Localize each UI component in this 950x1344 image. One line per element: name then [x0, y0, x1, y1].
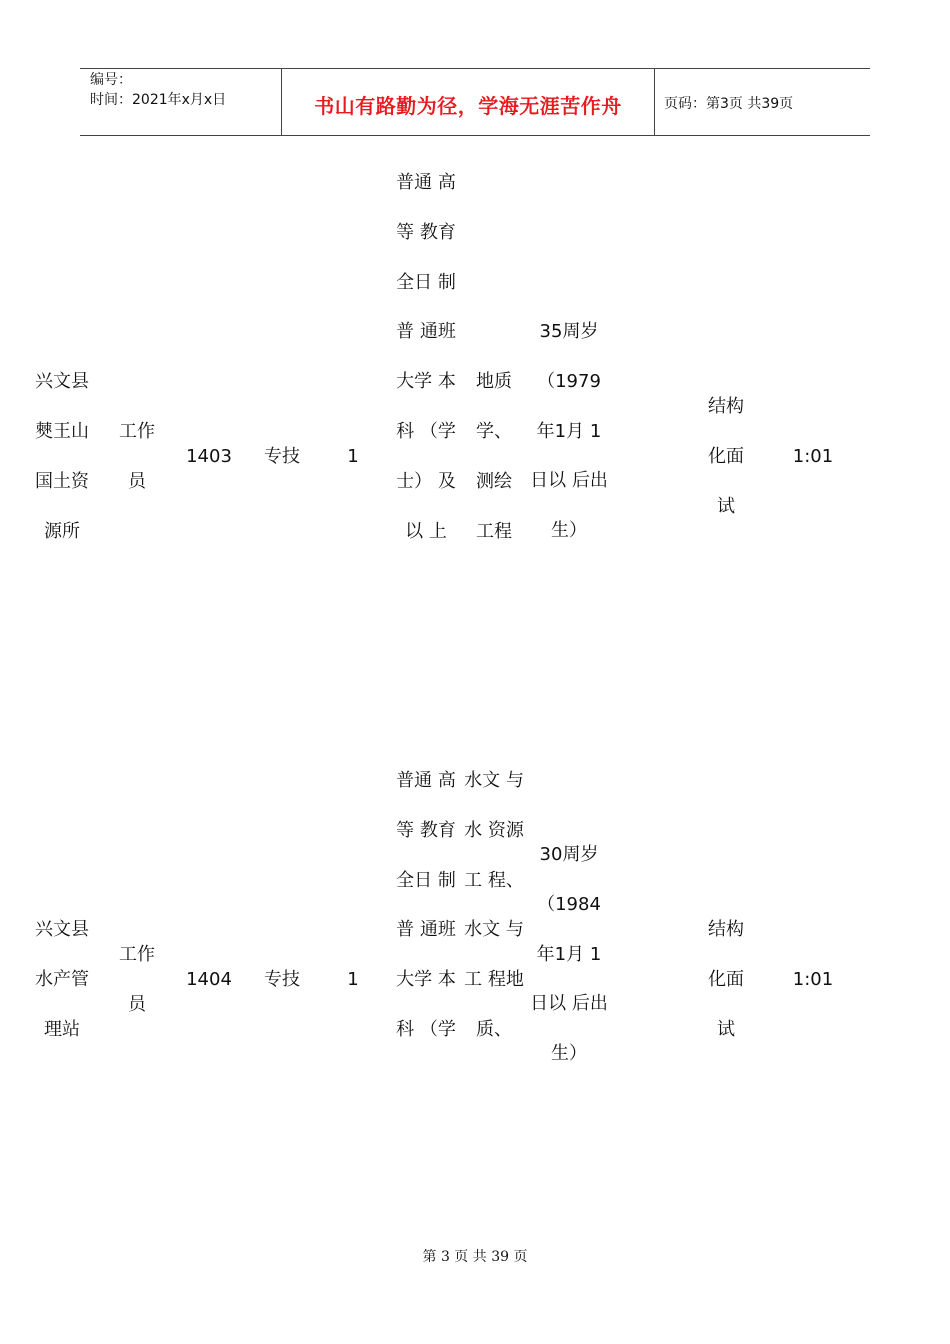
major-line: 程地 — [487, 969, 524, 991]
exam-line: 结构 — [708, 919, 744, 941]
education-line: 本科 — [396, 969, 456, 1040]
position-line: 员 — [128, 471, 146, 492]
code-cell — [176, 158, 242, 756]
education-line: 制普 — [396, 271, 456, 343]
ratio: 1:01 — [792, 969, 834, 991]
age-line: 后出 — [571, 470, 608, 492]
major-line: 水文 — [464, 770, 501, 791]
education-line: 大学 — [396, 969, 433, 991]
education-line: 制普 — [396, 869, 456, 941]
education-cell — [396, 158, 456, 556]
exam-line: 化面 — [708, 446, 744, 468]
time-label: 时间：2021年x月x日 — [90, 92, 227, 108]
unit-line: 兴文县 — [35, 371, 89, 393]
education-line: 大学 — [396, 371, 433, 393]
hire-count: 1 — [347, 969, 359, 991]
unit-line: 国土资 — [35, 471, 89, 492]
age-line: 35周岁 — [539, 321, 599, 342]
education-line: 普通 — [396, 770, 433, 791]
position-line: 工作 — [119, 944, 155, 966]
major-line: 程、 — [487, 869, 524, 891]
exam-line: 试 — [717, 495, 735, 517]
category-cell — [250, 158, 314, 756]
unit-line: 源所 — [44, 520, 80, 542]
exam-line: 结构 — [708, 396, 744, 418]
major-cell — [464, 756, 524, 1055]
exam-cell — [694, 158, 758, 756]
unit-cell — [28, 756, 96, 1204]
age-line: （1984 — [537, 893, 601, 915]
age-line: 1日以 — [530, 420, 602, 492]
major-line: 工程 — [476, 520, 512, 542]
position-code: 1404 — [186, 969, 232, 991]
header-top-rule — [80, 68, 870, 69]
count-cell — [322, 158, 384, 756]
age-line: （1979 — [537, 370, 601, 392]
unit-cell — [28, 158, 96, 756]
age-cell — [530, 830, 608, 1079]
education-line: 教育 — [419, 819, 456, 841]
header-page-info: 页码：第3页 共39页 — [664, 96, 794, 112]
education-line: 普通 — [396, 172, 433, 193]
major-line: 资源 — [487, 819, 524, 841]
major-line: 学、 — [476, 421, 512, 443]
age-line: 生） — [551, 1043, 587, 1065]
age-line: 生） — [551, 520, 587, 542]
exam-cell — [694, 756, 758, 1204]
education-line: 上 — [428, 520, 447, 542]
age-line: 后出 — [571, 993, 608, 1015]
page-footer: 第 3 页 共 39 页 — [422, 1249, 528, 1265]
education-line: （学 — [419, 1018, 456, 1040]
position-cell — [106, 756, 168, 1204]
education-line: 通班 — [419, 919, 456, 941]
position-code: 1403 — [186, 446, 232, 468]
category: 专技 — [264, 446, 300, 468]
hire-count: 1 — [347, 446, 359, 468]
major-line: 工 — [464, 869, 483, 891]
education-line: 全日 — [396, 271, 433, 293]
unit-line: 理站 — [44, 1018, 80, 1040]
ratio-cell — [776, 756, 850, 1204]
header-motto: 书山有路勤为径，学海无涯苦作舟 — [314, 94, 622, 118]
education-line: 教育 — [419, 221, 456, 243]
category: 专技 — [264, 969, 300, 991]
category-cell — [250, 756, 314, 1204]
count-cell — [322, 756, 384, 1204]
header-divider — [654, 69, 655, 136]
position-line: 工作 — [119, 421, 155, 443]
unit-line: 兴文县 — [35, 919, 89, 941]
major-cell — [464, 158, 524, 756]
exam-line: 试 — [717, 1018, 735, 1040]
age-line: 30周岁 — [539, 844, 599, 865]
education-line: 本科 — [396, 371, 456, 442]
education-line: 及以 — [405, 470, 456, 542]
education-line: 通班 — [419, 321, 456, 343]
age-cell — [530, 307, 608, 556]
position-cell — [106, 158, 168, 756]
education-cell — [396, 756, 456, 1055]
age-line: 年1月 — [536, 420, 585, 442]
exam-line: 化面 — [708, 969, 744, 991]
number-label: 编号： — [90, 72, 132, 88]
unit-line: 水产管 — [35, 969, 89, 991]
education-line: 士） — [396, 470, 433, 492]
age-line: 年1月 — [536, 943, 585, 965]
major-line: 地质 — [476, 371, 512, 393]
major-line: 与水 — [464, 770, 524, 841]
header-bottom-rule — [80, 135, 870, 136]
header-meta — [90, 70, 226, 110]
code-cell — [176, 756, 242, 1204]
age-line: 1日以 — [530, 943, 602, 1015]
position-line: 员 — [128, 994, 146, 1015]
ratio-cell — [776, 158, 850, 756]
major-line: 测绘 — [476, 471, 512, 492]
unit-line: 僰王山 — [35, 421, 89, 443]
major-line: 与工 — [464, 919, 524, 991]
education-line: 高等 — [396, 770, 456, 841]
major-line: 水文 — [464, 919, 501, 941]
ratio: 1:01 — [792, 446, 834, 468]
education-line: 全日 — [396, 869, 433, 891]
education-line: 高等 — [396, 172, 456, 243]
education-line: （学 — [419, 420, 456, 442]
major-line: 质、 — [476, 1018, 512, 1040]
